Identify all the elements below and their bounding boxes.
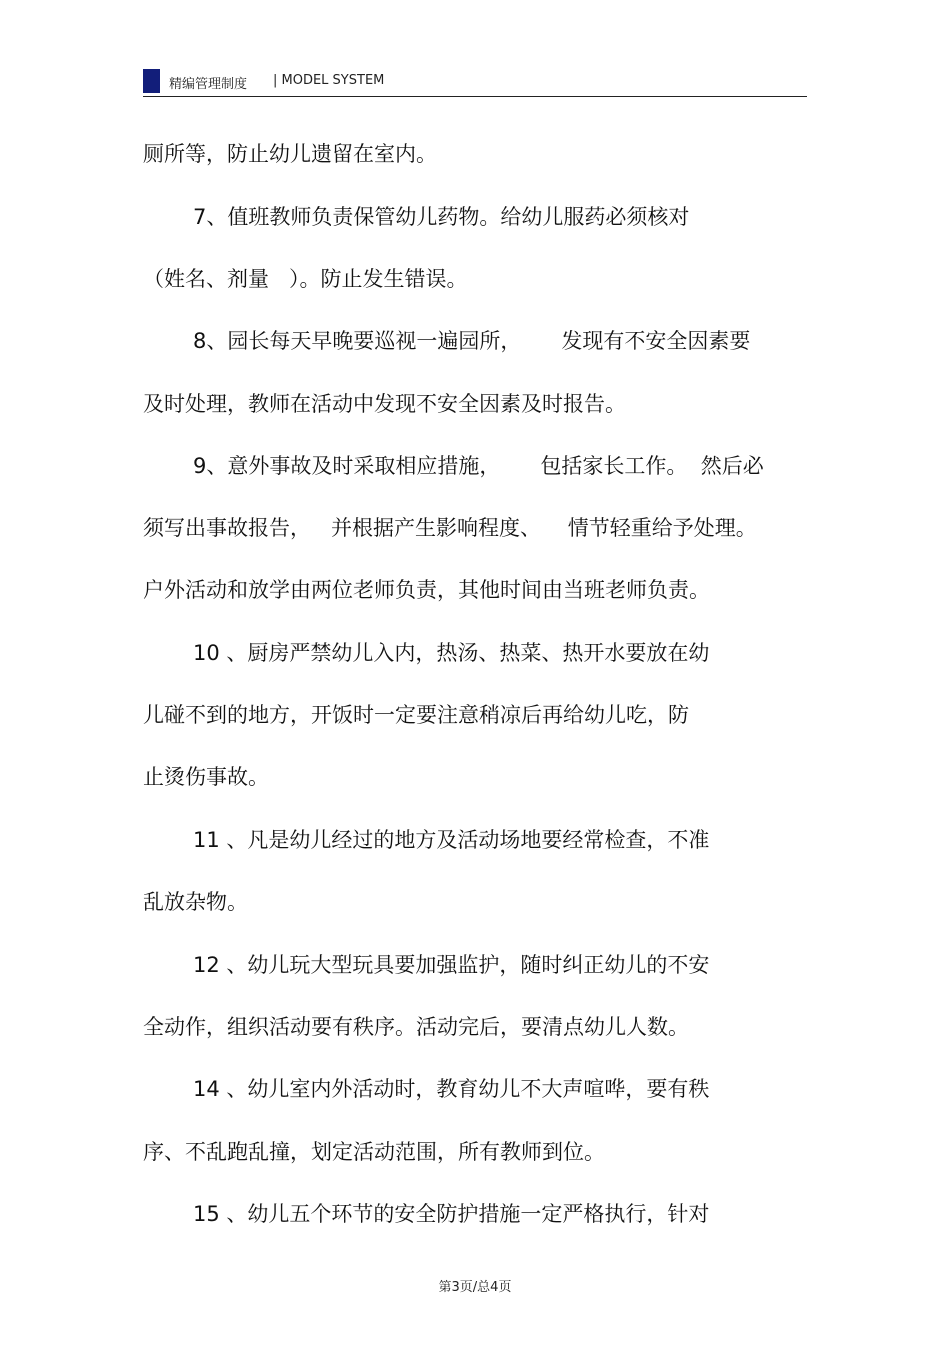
text-line: 厕所等，防止幼儿遗留在室内。 — [143, 142, 437, 166]
text-line: 14 、幼儿室内外活动时，教育幼儿不大声喧哗，要有秩 — [193, 1077, 710, 1101]
text-line: （姓名、剂量 ）。防止发生错误。 — [143, 267, 468, 291]
page-header — [143, 66, 807, 97]
text-line: 12 、幼儿玩大型玩具要加强监护，随时纠正幼儿的不安 — [193, 953, 710, 977]
text-line: 户外活动和放学由两位老师负责，其他时间由当班老师负责。 — [143, 578, 710, 602]
text-line: 及时处理，教师在活动中发现不安全因素及时报告。 — [143, 392, 626, 416]
header-title: 精编管理制度 — [169, 77, 248, 92]
text-line: 序、不乱跑乱撞，划定活动范围，所有教师到位。 — [143, 1140, 605, 1164]
text-line: 乱放杂物。 — [143, 890, 248, 914]
text-line: 15 、幼儿五个环节的安全防护措施一定严格执行，针对 — [193, 1202, 710, 1226]
text-line: 10 、厨房严禁幼儿入内，热汤、热菜、热开水要放在幼 — [193, 641, 710, 665]
text-line: 止烫伤事故。 — [143, 765, 269, 789]
text-line: 7、值班教师负责保管幼儿药物。给幼儿服药必须核对 — [193, 205, 690, 229]
text-line: 儿碰不到的地方，开饭时一定要注意稍凉后再给幼儿吃，防 — [143, 703, 689, 727]
page-number: 第3页/总4页 — [438, 1280, 512, 1295]
logo-icon — [143, 69, 160, 93]
text-line: 全动作，组织活动要有秩序。活动完后，要清点幼儿人数。 — [143, 1015, 689, 1039]
text-line: 11 、凡是幼儿经过的地方及活动场地要经常检查，不准 — [193, 828, 710, 852]
text-line: 8、园长每天早晚要巡视一遍园所， 发现有不安全因素要 — [193, 329, 751, 353]
text-line: 须写出事故报告， 并根据产生影响程度、 情节轻重给予处理。 — [143, 516, 757, 540]
text-line: 9、意外事故及时采取相应措施， 包括家长工作。 然后必 — [193, 454, 764, 478]
header-subtitle: | MODEL SYSTEM — [273, 73, 385, 88]
